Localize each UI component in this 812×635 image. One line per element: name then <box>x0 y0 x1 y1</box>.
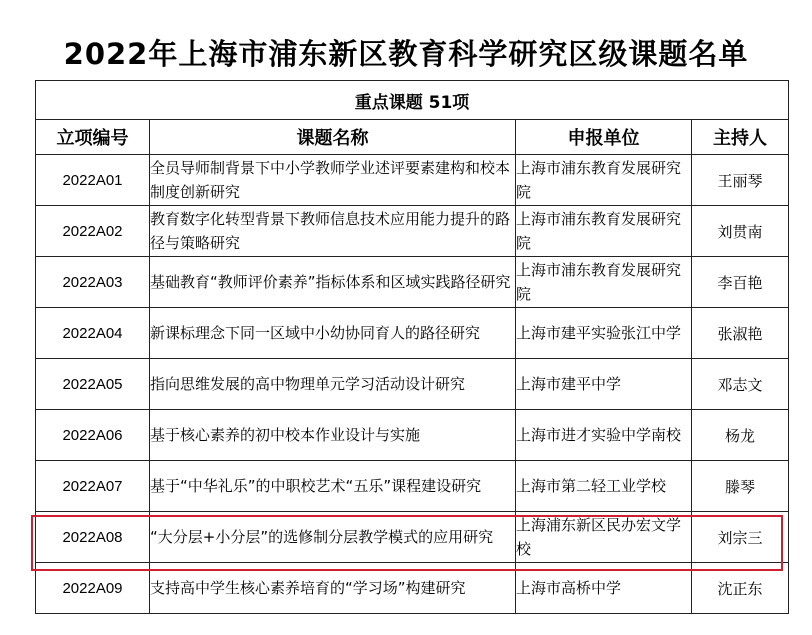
project-person: 刘贯南 <box>692 206 789 257</box>
table-caption-row <box>36 81 789 120</box>
project-code: 2022A08 <box>36 512 150 563</box>
table-row <box>36 410 789 461</box>
project-code: 2022A02 <box>36 206 150 257</box>
header-unit: 申报单位 <box>516 120 692 155</box>
project-name: 基于“中华礼乐”的中职校艺术“五乐”课程建设研究 <box>150 461 516 512</box>
header-code: 立项编号 <box>36 120 150 155</box>
project-person: 刘宗三 <box>692 512 789 563</box>
table-row <box>36 563 789 614</box>
project-unit: 上海市浦东教育发展研究院 <box>516 206 692 257</box>
project-name: 指向思维发展的高中物理单元学习活动设计研究 <box>150 359 516 410</box>
project-person: 张淑艳 <box>692 308 789 359</box>
project-unit: 上海浦东新区民办宏文学校 <box>516 512 692 563</box>
table-row <box>36 308 789 359</box>
project-name: 教育数字化转型背景下教师信息技术应用能力提升的路径与策略研究 <box>150 206 516 257</box>
project-unit: 上海市浦东教育发展研究院 <box>516 257 692 308</box>
project-person: 王丽琴 <box>692 155 789 206</box>
project-person: 沈正东 <box>692 563 789 614</box>
table-row <box>36 461 789 512</box>
project-code: 2022A05 <box>36 359 150 410</box>
project-person: 邓志文 <box>692 359 789 410</box>
project-code: 2022A07 <box>36 461 150 512</box>
project-table <box>35 80 789 614</box>
project-unit: 上海市建平中学 <box>516 359 692 410</box>
project-name: 基于核心素养的初中校本作业设计与实施 <box>150 410 516 461</box>
project-code: 2022A03 <box>36 257 150 308</box>
header-name: 课题名称 <box>150 120 516 155</box>
table-header-row <box>36 120 789 155</box>
project-person: 滕琴 <box>692 461 789 512</box>
table-row <box>36 359 789 410</box>
project-name: 新课标理念下同一区域中小幼协同育人的路径研究 <box>150 308 516 359</box>
project-unit: 上海市第二轻工业学校 <box>516 461 692 512</box>
project-name: 支持高中学生核心素养培育的“学习场”构建研究 <box>150 563 516 614</box>
project-name: 全员导师制背景下中小学教师学业述评要素建构和校本制度创新研究 <box>150 155 516 206</box>
table-row <box>36 155 789 206</box>
project-person: 杨龙 <box>692 410 789 461</box>
project-code: 2022A04 <box>36 308 150 359</box>
project-code: 2022A09 <box>36 563 150 614</box>
project-unit: 上海市进才实验中学南校 <box>516 410 692 461</box>
project-name: 基础教育“教师评价素养”指标体系和区域实践路径研究 <box>150 257 516 308</box>
project-person: 李百艳 <box>692 257 789 308</box>
table-row <box>36 257 789 308</box>
project-code: 2022A01 <box>36 155 150 206</box>
table-caption: 重点课题 51项 <box>36 81 789 120</box>
project-unit: 上海市高桥中学 <box>516 563 692 614</box>
project-code: 2022A06 <box>36 410 150 461</box>
project-unit: 上海市浦东教育发展研究院 <box>516 155 692 206</box>
project-unit: 上海市建平实验张江中学 <box>516 308 692 359</box>
project-name: “大分层+小分层”的选修制分层教学模式的应用研究 <box>150 512 516 563</box>
table-row <box>36 206 789 257</box>
header-person: 主持人 <box>692 120 789 155</box>
document-title: 2022年上海市浦东新区教育科学研究区级课题名单 <box>63 37 749 71</box>
table-row-highlighted <box>36 512 789 563</box>
